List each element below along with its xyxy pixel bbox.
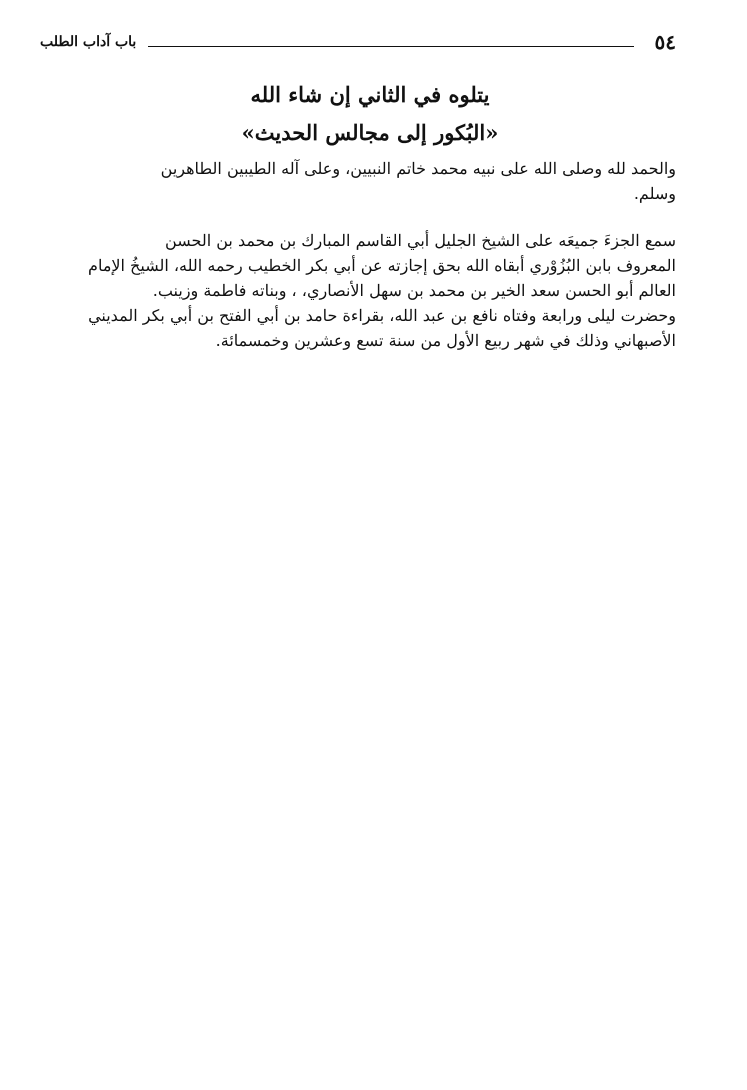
paragraph-line: سمع الجزءَ جميعَه على الشيخ الجليل أبي القاسم المبارك بن محمد بن الحسن — [165, 231, 676, 250]
header-rule — [148, 46, 634, 47]
paragraph-line: الأصبهاني وذلك في شهر ربيع الأول من سنة تسع وعشرين وخمسمائة. — [215, 331, 676, 350]
next-part-title: «البُكور إلى مجالس الحديث» — [241, 120, 499, 145]
colophon-heading: يتلوه في الثاني إن شاء الله — [250, 82, 490, 107]
paragraph-line: وحضرت ليلى ورابعة وفتاه نافع بن عبد الله، بقراءة حامد بن أبي الفتح بن أبي بكر المديني — [88, 306, 676, 325]
page-number: ٥٤ — [654, 30, 676, 54]
running-header-title: باب آداب الطلب — [40, 34, 137, 50]
running-header — [40, 30, 676, 56]
paragraph-line: المعروف بابن البُزُوْري أبقاه الله بحق إجازته عن أبي بكر الخطيب رحمه الله، الشيخُ الإمام — [88, 256, 676, 275]
paragraph-line: والحمد لله وصلى الله على نبيه محمد خاتم النبيين، وعلى آله الطيبين الطاهرين — [160, 159, 676, 178]
audition-note-paragraph — [68, 228, 676, 353]
paragraph-line: العالم أبو الحسن سعد الخير بن محمد بن سهل الأنصاري، ، وبناته فاطمة وزينب. — [152, 281, 676, 300]
closing-prayer-paragraph — [68, 156, 676, 206]
paragraph-line: وسلم. — [633, 184, 676, 203]
